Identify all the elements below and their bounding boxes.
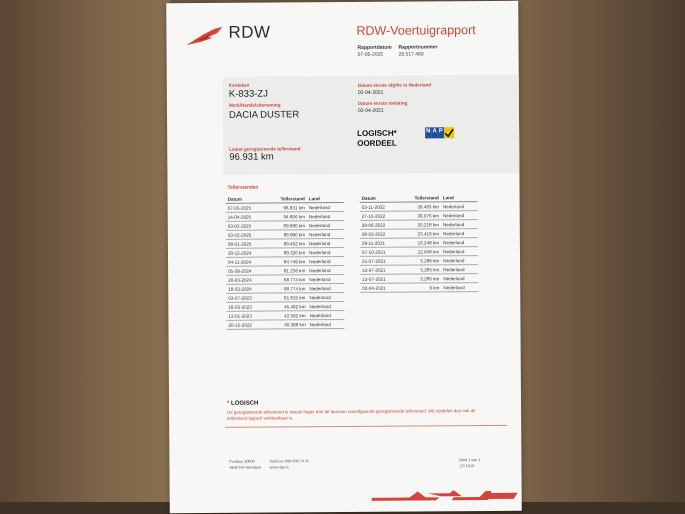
cell-date: 03-11-2022 (360, 202, 400, 211)
cell-odometer: 68.774 km (266, 284, 307, 293)
cell-country: Nederland (308, 301, 345, 310)
cell-date: 20-03-2024 (226, 275, 266, 284)
cell-date: 02-04-2021 (360, 283, 400, 292)
footer-code: 2/3 1619 (459, 464, 475, 469)
cell-odometer: 61.815 km (266, 293, 307, 302)
cell-odometer: 96.931 km (266, 203, 307, 212)
cell-odometer: 84.749 km (266, 257, 307, 266)
cell-country: Nederland (307, 265, 344, 274)
cell-country: Nederland (441, 238, 478, 247)
cell-country: Nederland (307, 230, 344, 239)
report-title: RDW-Voertuigrapport (356, 23, 476, 38)
cell-date: 13-07-2021 (360, 265, 400, 274)
vehicle-brand-value: DACIA DUSTER (228, 109, 300, 121)
cell-odometer: 68.774 km (266, 275, 307, 284)
cell-country: Nederland (441, 283, 478, 292)
cell-odometer: 6 km (400, 283, 441, 292)
cell-date: 29-11-2021 (360, 238, 400, 247)
table-row (360, 283, 478, 293)
cell-date: 03-07-2023 (226, 293, 266, 302)
footer-phone: Telefoon 088 008 74 41 (269, 459, 310, 464)
column-header: Land (307, 194, 344, 203)
verdict-line1: LOGISCH* (357, 128, 397, 138)
footer-web: www.rdw.nl (269, 465, 289, 470)
cell-country: Nederland (441, 229, 478, 238)
cell-date: 13-01-2023 (226, 311, 266, 320)
report-number-label: Rapportnummer (398, 44, 438, 51)
cell-date: 18-03-2024 (226, 284, 266, 293)
odometer-table-right (360, 193, 479, 293)
cell-date: 05-09-2024 (226, 266, 266, 275)
cell-date: 16-03-2023 (226, 302, 266, 311)
nap-letter: A (431, 127, 437, 138)
rdw-logo-icon (184, 25, 224, 49)
cell-date: 03-02-2025 (226, 221, 266, 230)
cell-country: Nederland (307, 248, 344, 257)
cell-country: Nederland (441, 202, 478, 211)
cell-date: 20-12-2022 (226, 320, 266, 329)
first-admission-label: Datum eerste toelating (357, 100, 408, 106)
cell-date: 04-11-2024 (226, 257, 266, 266)
report-document (166, 1, 522, 513)
cell-odometer: 5.285 km (400, 265, 441, 274)
cell-odometer: 42.562 km (266, 311, 307, 320)
column-header: Datum (226, 195, 266, 204)
cell-date: 07-05-2025 (226, 203, 266, 212)
cell-country: Nederland (307, 203, 344, 212)
cell-odometer: 89.320 km (266, 248, 307, 257)
cell-date: 03-02-2025 (226, 230, 266, 239)
cell-odometer: 89.990 km (266, 230, 307, 239)
cell-country: Nederland (308, 310, 345, 319)
plate-label: Kenteken (228, 82, 250, 88)
column-header: Tellerstand (266, 194, 307, 203)
first-registration-nl-value: 02-04-2021 (357, 89, 384, 96)
checkmark-icon (444, 127, 454, 138)
cell-odometer: 39.483 km (400, 202, 441, 211)
footer-postbus: Postbus 30000 (229, 459, 255, 464)
cell-country: Nederland (307, 221, 344, 230)
report-date-value: 07-05-2025 (357, 51, 384, 58)
nap-logo-icon (425, 127, 455, 138)
cell-odometer: 89.990 km (266, 221, 307, 230)
cell-odometer: 40.388 km (267, 320, 308, 329)
cell-odometer: 30.218 km (400, 220, 441, 229)
vehicle-brand-label: Merk/Handelsbenaming (228, 102, 281, 108)
cell-odometer: 23.416 km (400, 229, 441, 238)
cell-country: Nederland (441, 256, 478, 265)
footer-address (229, 459, 261, 471)
cell-country: Nederland (307, 239, 344, 248)
cell-country: Nederland (441, 211, 478, 220)
cell-odometer: 81.236 km (266, 266, 307, 275)
cell-odometer: 5.286 km (400, 256, 441, 265)
cell-country: Nederland (441, 247, 478, 256)
column-header: Land (441, 193, 478, 202)
nap-letter: N (425, 127, 431, 138)
cell-date: 08-01-2025 (226, 239, 266, 248)
cell-date: 14-04-2025 (226, 212, 266, 221)
cell-country: Nederland (308, 319, 345, 328)
cell-odometer: 39.075 km (400, 211, 441, 220)
cell-date: 28-03-2022 (360, 229, 400, 238)
decorative-stripes-icon (370, 487, 520, 502)
verdict-text: De geregistreerde tellerstand is steeds hoger dan de daaraan voorafgaande geregistreerde tellerstand. Wij oordelen dan ook de tellerstand logisch verklaarbaar is. (227, 408, 476, 421)
cell-country: Nederland (441, 220, 478, 229)
report-number-value: 28.517.480 (398, 51, 424, 58)
footer-contact (269, 458, 309, 470)
column-header: Datum (360, 194, 400, 203)
odometer-table-left (226, 194, 345, 330)
column-header: Tellerstand (400, 193, 441, 202)
odometer-label: Laatst geregistreerde tellerstand (229, 146, 301, 152)
first-admission-value: 02-04-2021 (357, 107, 384, 114)
cell-country: Nederland (441, 265, 478, 274)
cell-country: Nederland (441, 274, 478, 283)
cell-country: Nederland (307, 257, 344, 266)
footer-city: 9640 RA Veendam (229, 465, 262, 470)
verdict-heading-star: * (227, 400, 230, 407)
cell-country: Nederland (307, 283, 344, 292)
cell-date: 30-12-2024 (226, 248, 266, 257)
cell-country: Nederland (307, 212, 344, 221)
verdict-heading-text: LOGISCH (231, 400, 259, 407)
cell-odometer: 94.856 km (266, 212, 307, 221)
cell-odometer: 5.285 km (400, 274, 441, 283)
first-registration-nl-label: Datum eerste afgifte in Nederland (357, 82, 432, 88)
background-left (0, 0, 170, 514)
cell-date: 27-10-2022 (360, 211, 400, 220)
plate-value: K-833-ZJ (228, 88, 268, 100)
cell-date: 28-06-2022 (360, 220, 400, 229)
nap-letter: P (438, 127, 444, 138)
cell-date: 13-07-2021 (360, 274, 400, 283)
cell-date: 21-07-2021 (360, 256, 400, 265)
odometer-history-title: Tellerstanden (227, 185, 259, 191)
verdict-heading (227, 401, 258, 407)
brand-name: RDW (228, 22, 271, 42)
odometer-value: 96.931 km (229, 151, 274, 163)
cell-odometer: 12.648 km (400, 247, 441, 256)
cell-country: Nederland (307, 292, 344, 301)
verdict-line2: OORDEEL (357, 138, 397, 148)
cell-odometer: 16.248 km (400, 238, 441, 247)
verdict-badge (357, 129, 397, 149)
footer-page-number: Blad 1 van 1 (459, 458, 481, 463)
cell-odometer: 89.452 km (266, 239, 307, 248)
cell-date: 07-10-2021 (360, 247, 400, 256)
footer-page (459, 457, 480, 469)
cell-odometer: 45.492 km (266, 302, 307, 311)
table-row (226, 319, 344, 329)
background-right (510, 0, 685, 514)
cell-country: Nederland (307, 274, 344, 283)
report-date-label: Rapportdatum (357, 44, 392, 51)
divider (225, 425, 507, 428)
